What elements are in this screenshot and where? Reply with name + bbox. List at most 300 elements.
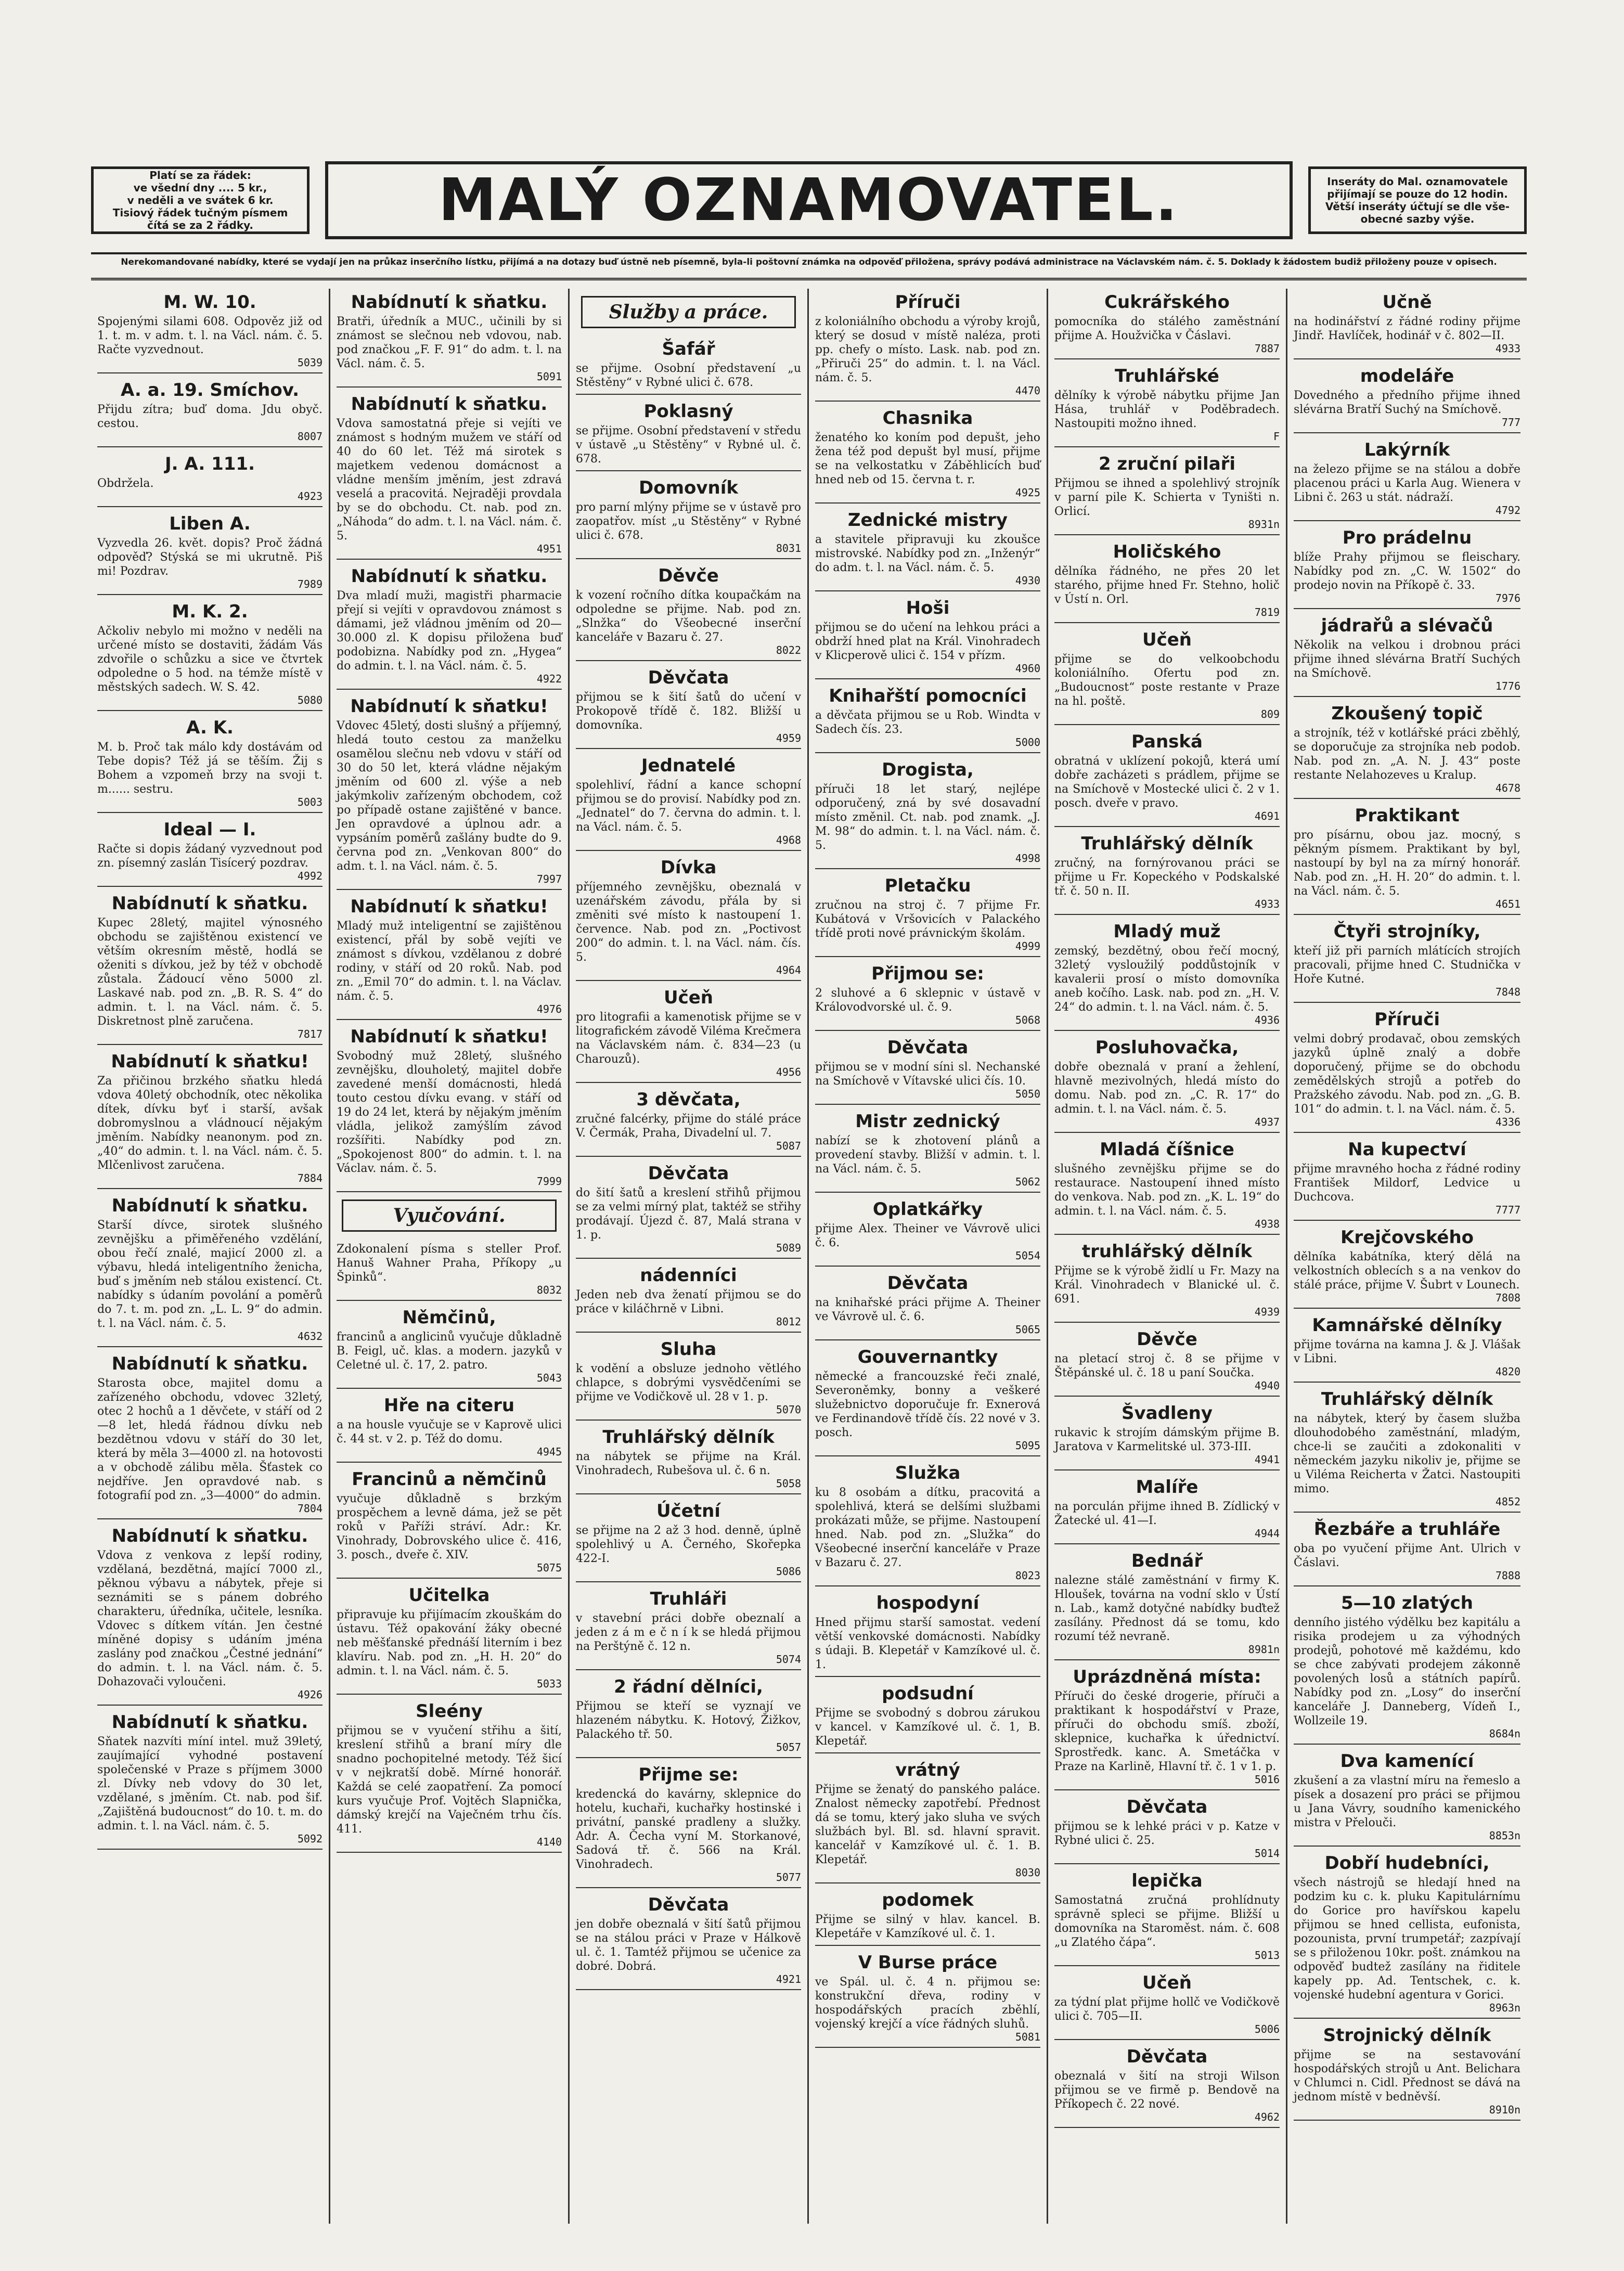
- ad-text: pomocníka do stálého zaměstnání přijme A. Houžvička v Čáslavi.: [1054, 315, 1280, 342]
- ad-heading: Pletačku: [884, 875, 971, 896]
- ad-heading: Panská: [1131, 731, 1203, 752]
- ad-text: Několik na velkou i drobnou práci přijme ihned slévárna Bratří Suchých na Smíchově.: [1294, 639, 1520, 680]
- ad-number: 5074: [776, 1653, 801, 1666]
- ad-text: Spojenými silami 608. Odpověz již od 1. t. m. v adm. t. l. na Václ. nám. č. 5. Račte vyzvednout.: [97, 315, 323, 356]
- ad-text: Starší dívce, sirotek slušného zevnějšku a přiměřeného vzdělání, obou řečí znalé, majicí 2000 zl. a výbavu, hledá inteligentního ženicha, buď s jměním neb stálou existencí. Ct. nabídky s údaním povolání a poměrů do 7. t. m. pod zn. „L. L. 9“ do admin. t. l. na Václ. nám. č. 5.: [97, 1219, 323, 1330]
- classified-ad: [337, 693, 562, 890]
- ad-number: 4792: [1495, 504, 1520, 517]
- classified-ad: [1294, 1136, 1520, 1221]
- ad-heading: Truhlářské: [1115, 366, 1219, 386]
- classified-ad: [815, 507, 1040, 591]
- ad-heading: Děvčata: [887, 1037, 969, 1058]
- ad-text: připravuje ku přijímacím zkouškám do ústavu. Též opakování žáky obecné neb měšťanské přednáší literním i bez klavíru. Nab. pod zn. „H. H. 20“ do admin. t. l. na Václ. nám. č. 5.: [337, 1608, 562, 1678]
- ad-text: Samostatná zručná prohlídnuty správně spleci se přijme. Bližší u domovníka na Staroměst. nám. č. 608 „u Zlatého čápa“.: [1054, 1894, 1280, 1949]
- classified-ad: [815, 405, 1040, 504]
- ad-number: 5086: [776, 1565, 801, 1578]
- ad-text: Vdova z venkova z lepší rodiny, vzdělaná, bezdětná, mající 7000 zl., pěknou výbavu a nábytek, přeje si seznámiti se s pánem dobrého charakteru, úředníka, učitele, lesníka. Vdovec s dítkem vítán. Jen čestné míněné dopisy s udáním jména zaslány pod značkou „Čestné jednání“ do admin. t. l. na Václ. nám. č. 5. Dohazovači vyloučeni.: [97, 1549, 323, 1688]
- ad-text: Přijme se silný v hlav. kancel. B. Klepetáře v Kamzíkové ul. č. 1.: [815, 1913, 1040, 1940]
- classified-ad: [1294, 918, 1520, 1003]
- classified-ad: [97, 377, 323, 447]
- ad-heading: Nabídnutí k sňatku!: [350, 696, 548, 717]
- price-line: v neděli a ve svátek 6 kr.: [127, 194, 274, 207]
- ad-heading: Holičského: [1113, 541, 1221, 562]
- classified-ad: [576, 1160, 801, 1259]
- ad-heading: Účetní: [656, 1501, 720, 1521]
- ad-heading: Děvčata: [648, 1163, 729, 1184]
- ad-number: 8684n: [1489, 1727, 1520, 1740]
- ad-heading: Posluhovačka,: [1095, 1037, 1239, 1058]
- ad-text: a stavitele připravuji ku zkoušce mistrovské. Nabídky pod zn. „Inženýr“ do adm. t. l. na Václ. nám. č. 5.: [815, 533, 1040, 574]
- ad-text: a na housle vyučuje se v Kaprově ulici č. 44 st. v 2. p. Též do domu.: [337, 1418, 562, 1446]
- ad-number: 7819: [1254, 606, 1280, 618]
- ad-text: a děvčata přijmou se u Rob. Windta v Sadech čís. 23.: [815, 709, 1040, 736]
- classified-ad: [815, 1460, 1040, 1586]
- ad-text: zručnou na stroj č. 7 přijme Fr. Kubátová v Vršovicích v Palackého třídě proti nové právnickým školám.: [815, 899, 1040, 940]
- ad-text: a strojník, též v kotlářské práci zběhlý, se doporučuje za strojníka neb podob. Nab. pod zn. „A. N. J. 43“ poste restante Nelahozeves u Kralup.: [1294, 727, 1520, 782]
- masthead: [91, 148, 1527, 254]
- classified-ad: [97, 1048, 323, 1189]
- ad-text: Přijmou se kteří se vyznají ve hlazeném nábytku. K. Hotový, Žižkov, Palackého tř. 50.: [576, 1700, 801, 1741]
- ad-heading: jádrařů a slévačů: [1321, 615, 1493, 636]
- classified-ad: [815, 1196, 1040, 1267]
- price-line: čítá se za 2 řádky.: [147, 219, 253, 231]
- classified-ad: [1054, 626, 1280, 725]
- ad-text: ve Spál. ul. č. 4 n. přijmou se: konstrukční dřeva, rodiny v hospodářských pracích zběhlí, vojenský krejčí a více řádných sluhů.: [815, 1976, 1040, 2031]
- ad-text: přijmou se v vyučení střihu a šití, kreslení střihů a braní míry dle snadno pochopitelné metody. Též šicí v v nejkratší době. Mírné honorář. Každá se celé zaopatření. Za pomocí kurs vyučuje Prof. Vojtěch Slapnička, dámský krejčí na Vaječném trhu čís. 411.: [337, 1724, 562, 1836]
- section-heading: Služby a práce.: [581, 296, 796, 328]
- ad-text: Dva mladí muži, magistři pharmacie přejí si vejíti v opravdovou známost s dámami, jež vládnou jměním od 20—30.000 zl. K dopisu přiložena buď podobizna. Nabídky pod zn. „Hygea“ do admin. t. l. na Václ. nám. č. 5.: [337, 589, 562, 673]
- ad-heading: Nabídnutí k sňatku.: [111, 1353, 308, 1374]
- ad-heading: vrátný: [895, 1760, 960, 1780]
- ad-number: 4951: [536, 543, 562, 555]
- ad-heading: Bednář: [1131, 1551, 1203, 1571]
- classified-ad: [1054, 1136, 1280, 1235]
- section-heading: Vyučování.: [342, 1199, 557, 1232]
- ad-heading: Dívka: [660, 857, 717, 878]
- ad-heading: Učeň: [663, 987, 714, 1008]
- classified-ad: [576, 1761, 801, 1888]
- classified-ad: [1294, 1516, 1520, 1586]
- ad-heading: Děvčata: [1126, 2046, 1208, 2067]
- ad-heading: Krejčovského: [1340, 1227, 1474, 1248]
- ad-text: dělníka řádného, ne přes 20 let starého, přijme hned Fr. Stehno, holič v Ústí n. Orl.: [1054, 565, 1280, 606]
- ad-number: 4968: [776, 834, 801, 846]
- classified-ad: [576, 1891, 801, 1990]
- ad-text: Přijdu zítra; buď doma. Jdu obyč. cestou.: [97, 403, 323, 430]
- notice-line: Inseráty do Mal. oznamovatele: [1327, 175, 1508, 188]
- ad-text: z koloniálního obchodu a výroby krojů, který se dosud v místě naléza, proti pp. chefy o místo. Lask. nab. pod zn. „Přiruči 25“ do admin. t. l. na Václ. nám. č. 5.: [815, 315, 1040, 384]
- ad-number: 4959: [776, 732, 801, 744]
- classified-ad: [576, 984, 801, 1083]
- classified-ad: [576, 854, 801, 981]
- classified-ad: [337, 289, 562, 388]
- classified-ad: [337, 1304, 562, 1389]
- classified-ad: [97, 1709, 323, 1850]
- ad-heading: A. a. 19. Smíchov.: [120, 380, 300, 401]
- classified-ad: [815, 960, 1040, 1031]
- ad-heading: lepička: [1131, 1870, 1203, 1891]
- ad-number: 8910n: [1489, 2104, 1520, 2116]
- classified-ad: [576, 1336, 801, 1421]
- ad-heading: Strojnický dělník: [1323, 2025, 1491, 2046]
- submission-notice-box: [1308, 166, 1527, 234]
- classified-ad: [1054, 1238, 1280, 1323]
- ad-text: vyučuje důkladně s brzkým prospěchem a levně dáma, jež se pět roků v Paříži stráví. Adr.: Kr. Vinohrady, Dobrovského ulice č. 416, 3. posch., dveře č. XIV.: [337, 1492, 562, 1562]
- ad-heading: Nabídnutí k sňatku.: [351, 292, 548, 313]
- classified-ad: [576, 1498, 801, 1582]
- ad-number: 7997: [536, 873, 562, 885]
- ad-text: přijme mravného hocha z řádné rodiny František Mildorf, Ledvice u Duchcova.: [1294, 1163, 1520, 1204]
- ad-number: 5080: [297, 694, 323, 706]
- ad-heading: 2 řádní dělníci,: [614, 1676, 763, 1697]
- ad-text: přijme továrna na kamna J. & J. Vlášak v Libni.: [1294, 1338, 1520, 1365]
- classified-ad: [1294, 1748, 1520, 1847]
- section-title: MALÝ OZNAMOVATEL.: [325, 161, 1293, 239]
- classified-ad: [815, 1344, 1040, 1456]
- ad-number: 4933: [1495, 342, 1520, 355]
- classified-ad: [576, 336, 801, 395]
- ad-text: se přijme na 2 až 3 hod. denně, úplně spolehlivý u A. Černého, Skořepka 422-I.: [576, 1524, 801, 1565]
- classified-ad: [1294, 436, 1520, 521]
- ad-text: na porculán přijme ihned B. Zídlický v Žatecké ul. 41—I.: [1054, 1500, 1280, 1527]
- ad-text: přijmou se k lehké práci v p. Katze v Rybné ulici č. 25.: [1054, 1820, 1280, 1847]
- ad-text: Přijme se svobodný s dobrou zárukou v kancel. v Kamzíkové ul. č. 1, B. Klepetář.: [815, 1707, 1040, 1748]
- ad-heading: 3 děvčata,: [636, 1089, 741, 1110]
- ad-number: 5014: [1254, 1847, 1280, 1860]
- ad-number: 8022: [776, 644, 801, 656]
- ad-heading: M. K. 2.: [172, 601, 248, 622]
- classified-ad: [1294, 612, 1520, 697]
- ad-number: 8012: [776, 1315, 801, 1328]
- ad-number: 4962: [1254, 2111, 1280, 2123]
- ad-text: 2 sluhové a 6 sklepnic v ústavě v Královodvorské ul. č. 9.: [815, 987, 1040, 1014]
- ad-number: 5003: [297, 796, 323, 808]
- ad-text: velmi dobrý prodavač, obou zemských jazyků úplně znalý a dobře doporučený, přijme se do obchodu zemědělských strojů a potřeb do Pražského závodu. Nab. pod zn. „G. B. 101“ do admin. t. l. na Václ. nám. č. 5.: [1294, 1033, 1520, 1116]
- ad-heading: Truhlářský dělník: [602, 1427, 775, 1448]
- classified-ad: [1054, 2043, 1280, 2128]
- ad-number: 4976: [536, 1003, 562, 1015]
- classified-ad: [1054, 1867, 1280, 1966]
- ad-text: Příruči do české drogerie, příruči a praktikant k hospodářství v Praze, příruči do obchodu smíš. zboží, sklepnice, kuchařka k úřednictví. Sprostředk. kanc. A. Smetáčka v Praze na Karlině, Hlavní tř. č. 1 v 1. p.: [1054, 1690, 1280, 1773]
- ad-heading: Jednatelé: [641, 755, 736, 776]
- ad-text: ku 8 osobám a dítku, pracovitá a spolehlivá, která se delšími službami prokázati může, se přijme. Nastoupení hned. Nab. pod zn. „Služka“ do Všeobecné inserční kanceláře v Praze v Bazaru č. 27.: [815, 1486, 1040, 1569]
- ad-heading: Přijmou se:: [871, 963, 984, 984]
- ad-heading: Na kupectví: [1348, 1139, 1466, 1160]
- ad-number: 4933: [1254, 898, 1280, 910]
- ad-number: 4939: [1254, 1306, 1280, 1318]
- ad-heading: Učeň: [1142, 629, 1192, 650]
- ad-text: k vození ročního dítka koupačkám na odpoledne se přijme. Nab. pod zn. „Slnžka“ do Všeobecné inserční kanceláře v Bazaru č. 27.: [576, 589, 801, 644]
- ad-number: 5057: [776, 1741, 801, 1753]
- classified-ad: [815, 1757, 1040, 1883]
- ad-heading: Učně: [1382, 292, 1432, 313]
- classified-ad: [576, 1262, 801, 1333]
- classified-ad: [1294, 802, 1520, 915]
- ad-heading: Uprázdněná místa:: [1073, 1667, 1261, 1687]
- ad-heading: Přijme se:: [638, 1764, 739, 1785]
- classified-ad: [1054, 450, 1280, 535]
- ad-heading: Knihařští pomocníci: [829, 686, 1027, 706]
- classified-ad: [1294, 1224, 1520, 1309]
- ad-text: na železo přijme se na stálou a dobře placenou práci u Karla Aug. Wienera v Libni č. 263 u stát. nádraží.: [1294, 463, 1520, 504]
- ad-text: zručný, na fornýrovanou práci se přijme u Fr. Kopeckého v Podskalské tř. č. 50 n. II.: [1054, 857, 1280, 898]
- notice-line: přijímají se pouze do 12 hodin.: [1327, 188, 1508, 200]
- classified-ad: [576, 664, 801, 749]
- ad-number: 7804: [297, 1502, 323, 1515]
- ad-heading: Učitelka: [408, 1585, 490, 1606]
- ad-heading: Nabídnutí k sňatku!: [111, 1051, 309, 1072]
- ad-heading: A. K.: [186, 717, 234, 738]
- ad-heading: Domovník: [638, 478, 738, 498]
- ad-text: francinů a anglicinů vyučuje důkladně B. Feigl, uč. klas. a modern. jazyků v Celetné ul. č. 17, 2. patro.: [337, 1331, 562, 1372]
- ad-number: 4930: [1015, 574, 1040, 587]
- ad-text: na pletací stroj č. 8 se přijme v Štěpánské ul. č. 18 u paní Součka.: [1054, 1352, 1280, 1379]
- ad-text: Kupec 28letý, majitel výnosného obchodu se zajištěnou existencí ve větším okresním městě, hodlá se oženiti s dívkou, jež by též v obchodě zůstala. Žádoucí věno 5000 zl. Laskavé nab. pod zn. „B. R. S. 4“ do admin. t. l. na Václ. nám. č. 5. Diskretnost plně zaručena.: [97, 917, 323, 1028]
- ad-text: příruči 18 let starý, nejlépe odporučený, zná by své dosavadní místo změnil. Ct. nab. pod znamk. „J. M. 98“ do admin. t. l. na Václ. nám. č. 5.: [815, 783, 1040, 852]
- ad-number: F: [1273, 430, 1280, 443]
- ad-text: Obdržela.: [97, 477, 154, 490]
- ad-heading: Nabídnutí k sňatku.: [111, 1712, 308, 1733]
- classified-ad: [576, 474, 801, 559]
- ad-number: 809: [1260, 708, 1280, 720]
- ad-number: 4921: [776, 1973, 801, 1985]
- ad-number: 4678: [1495, 782, 1520, 794]
- ad-heading: Liben A.: [169, 513, 251, 534]
- ad-number: 4852: [1495, 1495, 1520, 1508]
- ad-number: 4944: [1254, 1527, 1280, 1540]
- ad-heading: Děvčata: [648, 667, 729, 688]
- ad-heading: Cukrářského: [1104, 292, 1230, 313]
- ad-number: 4964: [776, 964, 801, 976]
- ad-column: [1048, 289, 1287, 2224]
- ad-number: 8981n: [1248, 1643, 1280, 1656]
- ad-text: na hodinářství z řádné rodiny přijme Jindř. Havlíček, hodinář v č. 802—II.: [1294, 315, 1520, 342]
- ad-heading: Pro prádelnu: [1342, 527, 1472, 548]
- ad-number: 8931n: [1248, 518, 1280, 531]
- ad-heading: Nabídnutí k sňatku.: [111, 893, 308, 914]
- ad-heading: Služka: [895, 1463, 961, 1483]
- ad-text: přijme se do velkoobchodu koloniálního. Ofertu pod zn. „Budoucnost“ poste restante v Praze na hl. poště.: [1054, 653, 1280, 708]
- classified-ad: [337, 1023, 562, 1192]
- ad-number: 4992: [297, 870, 323, 882]
- classified-ad: [1294, 289, 1520, 359]
- classified-ad: [337, 563, 562, 690]
- ad-text: rukavic k strojím dámským přijme B. Jaratova v Karmelitské ul. 373-III.: [1054, 1426, 1280, 1453]
- ad-number: 777: [1501, 416, 1520, 429]
- ad-heading: Řezbáře a truhláře: [1313, 1519, 1501, 1540]
- ad-heading: Děvčata: [887, 1273, 969, 1294]
- classified-ad: [1294, 1590, 1520, 1745]
- classified-ad: [1054, 1663, 1280, 1790]
- ad-number: 4820: [1495, 1365, 1520, 1378]
- ad-number: 7887: [1254, 342, 1280, 355]
- classified-ad: [815, 1270, 1040, 1340]
- ad-heading: Malíře: [1136, 1477, 1198, 1498]
- ad-heading: J. A. 111.: [165, 454, 255, 474]
- classified-ad: [1054, 830, 1280, 915]
- classified-ad: [337, 1582, 562, 1695]
- classified-ad: [1054, 1034, 1280, 1133]
- ad-heading: Truhláři: [650, 1589, 727, 1609]
- ad-heading: Drogista,: [882, 759, 974, 780]
- ad-number: 4336: [1495, 1116, 1520, 1128]
- ad-heading: Nabídnutí k sňatku.: [351, 394, 548, 415]
- classified-ad: [815, 595, 1040, 679]
- ad-text: v stavební práci dobře obeznalí a jeden z á m e č n í k se hledá přijmou na Perštýně č. 12 n.: [576, 1612, 801, 1653]
- classified-ad: [815, 1680, 1040, 1753]
- ad-text: se přijme. Osobní představení v středu v ústavě „u Stěstěny“ v Rybné ul. č. 678.: [576, 424, 801, 466]
- classified-ad: [1294, 1850, 1520, 2019]
- classified-ad: [576, 1086, 801, 1157]
- ad-text: zemský, bezdětný, obou řečí mocný, 32letý vysloužilý poddůstojník v kavalerii prosí o místo domovníka aneb kočího. Lask. nab. pod zn. „H. V. 24“ do admin. t. l. na Václ. nám. č. 5.: [1054, 945, 1280, 1014]
- price-line: Tisiový řádek tučným písmem: [112, 207, 288, 219]
- ad-heading: Truhlářský dělník: [1081, 833, 1253, 854]
- ad-number: 5070: [776, 1403, 801, 1416]
- classified-ad: [576, 398, 801, 471]
- ad-number: 1776: [1495, 680, 1520, 692]
- ad-text: Mladý muž inteligentní se zajištěnou existencí, přál by sobě vejíti ve známost s dívkou, vzdělanou z dobré rodiny, v stáří od 20 roků. Nab. pod zn. „Emil 70“ do admin. t. l. na Václav. nám. č. 5.: [337, 920, 562, 1003]
- ad-heading: hospodyní: [876, 1593, 979, 1614]
- ad-heading: Poklasný: [643, 401, 733, 422]
- ad-text: Sňatek nazvíti míní intel. muž 39letý, zaujímající vyhodné postavení společenské v Praze s příjmem 3000 zl. Dívky neb vdovy do 30 let, vzdělané, s jměním. Ct. nab. pod šif. „Zajištěná budoucnost“ do 10. t. m. do admin. t. l. na Václ. nám. č. 5.: [97, 1735, 323, 1833]
- ad-text: Přijme se ženatý do panského paláce. Znalost německy zapotřebí. Přednost dá se tomu, který jako sluha ve svých službách byl. Bl. sd. hlavní spravit. kancelář v Kamzíkové ul. č. 1. B. Klepetář.: [815, 1783, 1040, 1866]
- ad-heading: V Burse práce: [858, 1952, 998, 1973]
- ad-number: 4140: [536, 1836, 562, 1848]
- ad-text: kredencká do kavárny, sklepnice do hotelu, kuchaři, kuchařky hostinské i privátní, panské pradleny a služky. Adr. A. Čecha vyní M. Storkanové, Sadová tř. č. 566 na Král. Vinohradech.: [576, 1788, 801, 1871]
- classified-ad: [576, 752, 801, 851]
- ad-text: Vyzvedla 26. květ. dopis? Proč žádná odpověď? Stýská se mi ukrutně. Piš mi! Pozdrav.: [97, 537, 323, 578]
- ad-text: denního jistého výdělku bez kapitálu a risika prodejem u za výhodných prodejů, pohotové mě každému, kdo se chce zabývati prodejem zákonně povolených losů a státních papírů. Nabídky pod zn. „Losy“ do inserční kanceláře J. Danneberg, Vídeň I., Wollzeile 19.: [1294, 1616, 1520, 1727]
- classified-ad: [576, 1673, 801, 1758]
- classified-ad: [1294, 363, 1520, 433]
- ad-number: 4937: [1254, 1116, 1280, 1128]
- classified-ad: [97, 1350, 323, 1519]
- classified-ad: [576, 1585, 801, 1670]
- ad-heading: Francinů a němčinů: [352, 1469, 547, 1490]
- ad-text: blíže Prahy přijmou se fleischary. Nabídky pod zn. „C. W. 1502“ do prodejo novin na Příkopě č. 33.: [1294, 551, 1520, 592]
- ad-text: na nábytek, který by časem služba dlouhodobého zaměstnání, mladým, chce-li se zaučiti a zdokonaliti v německém jazyku nikoliv je, přijme se u Viléma Reicherta v Žatci. Nastoupiti mimo.: [1294, 1412, 1520, 1495]
- ad-heading: Lakýrník: [1364, 440, 1450, 460]
- classified-ad: [1294, 2022, 1520, 2121]
- ad-number: 5050: [1015, 1088, 1040, 1100]
- ad-text: zkušení a za vlastní míru na řemeslo a písek a dosazení pro práci se přijmou u Jana Vávry, soudního kamenického mistra v Přelouči.: [1294, 1774, 1520, 1829]
- classified-ad: [1054, 918, 1280, 1031]
- ad-number: 4925: [1015, 486, 1040, 499]
- classified-ad: [97, 816, 323, 887]
- ad-text: Přijme se k výrobě židlí u Fr. Mazy na Král. Vinohradech v Blanické ul. č. 691.: [1054, 1264, 1280, 1306]
- classified-ad: [576, 562, 801, 661]
- ad-heading: Příruči: [895, 292, 961, 313]
- ad-number: 8031: [776, 542, 801, 554]
- ad-heading: Sleény: [416, 1701, 483, 1722]
- ad-number: 7888: [1495, 1569, 1520, 1582]
- ad-text: příjemného zevnějšku, obeznalá v uzenářském závodu, přála by si změniti své místo k nastoupení 1. července. Nab. pod zn. „Poctivost 200“ do admin. t. l. na Václ. nám. čís. 5.: [576, 881, 801, 964]
- ad-number: 4923: [297, 490, 323, 502]
- ad-text: slušného zevnějšku přijme se do restaurace. Nastoupení ihned místo do venkova. Nab. pod zn. „K. L. 19“ do admin. t. l. na Václ. nám. č. 5.: [1054, 1163, 1280, 1218]
- ad-column: [330, 289, 570, 2224]
- ad-heading: Děvče: [658, 565, 719, 586]
- ad-number: 4960: [1015, 662, 1040, 675]
- classified-ad: [815, 756, 1040, 869]
- classified-ad: [815, 1887, 1040, 1946]
- notice-line: Větší inseráty účtují se dle vše-: [1325, 200, 1510, 213]
- ad-text: nabízí se k zhotovení plánů a provedení stavby. Bližší v admin. t. l. na Václ. nám. č. 5.: [815, 1134, 1040, 1176]
- ad-number: 5058: [776, 1477, 801, 1490]
- classified-ad: [1294, 1312, 1520, 1383]
- ad-text: jen dobře obeznalá v šití šatů přijmou se na stálou práci v Praze v Hálkově ul. č. 1. Tamtéž přijmou se učenice za dobré. Dobrá.: [576, 1918, 801, 1973]
- ad-number: 8023: [1015, 1569, 1040, 1582]
- ad-heading: Dobří hudebníci,: [1324, 1853, 1490, 1874]
- classified-ad: [97, 890, 323, 1045]
- ad-heading: Zkoušený topič: [1331, 703, 1483, 724]
- ad-heading: nádenníci: [640, 1265, 737, 1286]
- ad-heading: Mistr zednický: [855, 1111, 1000, 1132]
- classified-ad: [815, 872, 1040, 957]
- ad-text: spolehliví, řádní a kance schopní přijmou se do provisí. Nabídky pod zn. „Jednatel“ do 7. června do admin. t. l. na Václ. nám. č. 5.: [576, 779, 801, 834]
- ad-text: Vdovec 45letý, dosti slušný a příjemný, hledá touto cestou za manželku osamělou slečnu neb vdovu v stáří od 30 do 50 let, která vládne nějakým jměním od 600 zl. výše a neb jakýmkoliv zařízeným obchodem, což po případě ostane zajištěné v bance. Jen opravdové a úplnou adr. a vypsáním poměrů zašlány budte do 9. června pod zn. „Venkovan 800“ do adm. t. l. na Václ. nám. č. 5.: [337, 719, 562, 873]
- ad-heading: Šafář: [662, 339, 715, 359]
- ad-text: všech nástrojů se hledají hned na podzim ku c. k. pluku Kapitulárnímu do Gorice pro havířskou kapelu přijmou se hned cellista, eufonista, pozounista, první trumpetář; zazpívají se s přiloženou 10kr. pošt. známkou na odpověď budtež zasílány na řiditele kapely pp. Ad. Tentschek, c. k. vojenské hudební agentura v Gorici.: [1294, 1876, 1520, 2002]
- ad-heading: 5—10 zlatých: [1341, 1593, 1473, 1614]
- ad-text: pro parní mlýny přijme se v ústavě pro zaopatřov. míst „u Stěstěny“ v Rybné ulici č. 678.: [576, 501, 801, 542]
- ad-text: M. b. Proč tak málo kdy dostávám od Tebe dopis? Též já se těším. Žij s Bohem a vzpomeň brzy na svoji t. m...... sestru.: [97, 741, 323, 796]
- ad-text: německé a francouzské řeči znalé, Severoněmky, bonny a veškeré služebnictvo doporučuje fr. Exnerová ve Ferdinandově třídě čís. 22 nové v 3. posch.: [815, 1370, 1040, 1439]
- ad-text: dobře obeznalá v praní a žehlení, hlavně mezivolných, hledá místo do domu. Nab. pod zn. „C. R. 17“ do admin. t. l. na Václ. nám. č. 5.: [1054, 1061, 1280, 1116]
- ad-text: přijmou se v modní síni sl. Nechanské na Smíchově v Vítavské ulici čís. 10.: [815, 1061, 1040, 1088]
- ad-heading: Děvčata: [648, 1894, 729, 1915]
- classified-ad: [815, 1590, 1040, 1677]
- ad-text: Za přičinou brzkého sňatku hledá vdova 40letý obchodník, otec několika dítek, dívku byť i starší, avšak dobromyslnou a vládnoucí nějakým jměním. Nabídky neanonym. pod zn. „40“ do admin. t. l. na Václ. nám. č. 5. Mlčenlivost zaručena.: [97, 1075, 323, 1172]
- ad-number: 5016: [1254, 1773, 1280, 1786]
- classified-ad: [815, 682, 1040, 753]
- ad-text: přijme se na sestavování hospodářských strojů u Ant. Belichara v Chlumci n. Cidl. Přednost se dává na jednom místě v bedněvší.: [1294, 2048, 1520, 2104]
- ad-text: obratná v uklízení pokojů, která umí dobře zacházeti s prádlem, přijme se na Smíchově v Mostecké ulici č. 2 v 1. posch. dveře v pravo.: [1054, 755, 1280, 810]
- ad-heading: Švadleny: [1121, 1403, 1213, 1424]
- ad-heading: Nabídnutí k sňatku.: [351, 566, 548, 587]
- classified-ad: [1054, 538, 1280, 623]
- classified-ad: [1054, 289, 1280, 359]
- ad-number: 7999: [536, 1175, 562, 1188]
- ad-heading: Oplatkářky: [872, 1199, 983, 1220]
- ad-heading: Praktikant: [1355, 805, 1460, 826]
- ad-number: 5033: [536, 1678, 562, 1690]
- ad-number: 5075: [536, 1562, 562, 1574]
- ad-heading: modeláře: [1360, 366, 1454, 386]
- classified-ad: [1054, 1793, 1280, 1864]
- ad-heading: Nabídnutí k sňatku!: [350, 1026, 548, 1047]
- classified-ad: [1054, 1547, 1280, 1660]
- ad-heading: Hře na citeru: [383, 1395, 515, 1416]
- ad-number: 4941: [1254, 1453, 1280, 1466]
- ad-heading: M. W. 10.: [163, 292, 256, 313]
- classified-ad: [97, 1192, 323, 1347]
- ad-number: 5043: [536, 1372, 562, 1384]
- classified-ad: [337, 391, 562, 560]
- classified-ad: [97, 450, 323, 507]
- classified-ad: [97, 714, 323, 813]
- ad-heading: Sluha: [660, 1339, 717, 1360]
- classified-ad: [97, 598, 323, 711]
- ad-column: [570, 289, 809, 2224]
- classified-ad: [1054, 728, 1280, 827]
- ad-number: 7884: [297, 1172, 323, 1184]
- ad-heading: Učeň: [1142, 1972, 1192, 1993]
- administration-note: Nerekomandované nabídky, které se vydají jen na průkaz inserčního lístku, přijímá a na dotazy buď ústně neb písemně, byla-li poštovní známka na odpověď přiložena, správy podává administrace na Václavském nám. č. 5. Doklady k žádostem budiž přiloženy pouze v opisech.: [91, 254, 1527, 280]
- ad-number: 7817: [297, 1028, 323, 1040]
- ad-number: 4926: [297, 1688, 323, 1701]
- ad-number: 5095: [1015, 1439, 1040, 1452]
- ad-number: 4936: [1254, 1014, 1280, 1026]
